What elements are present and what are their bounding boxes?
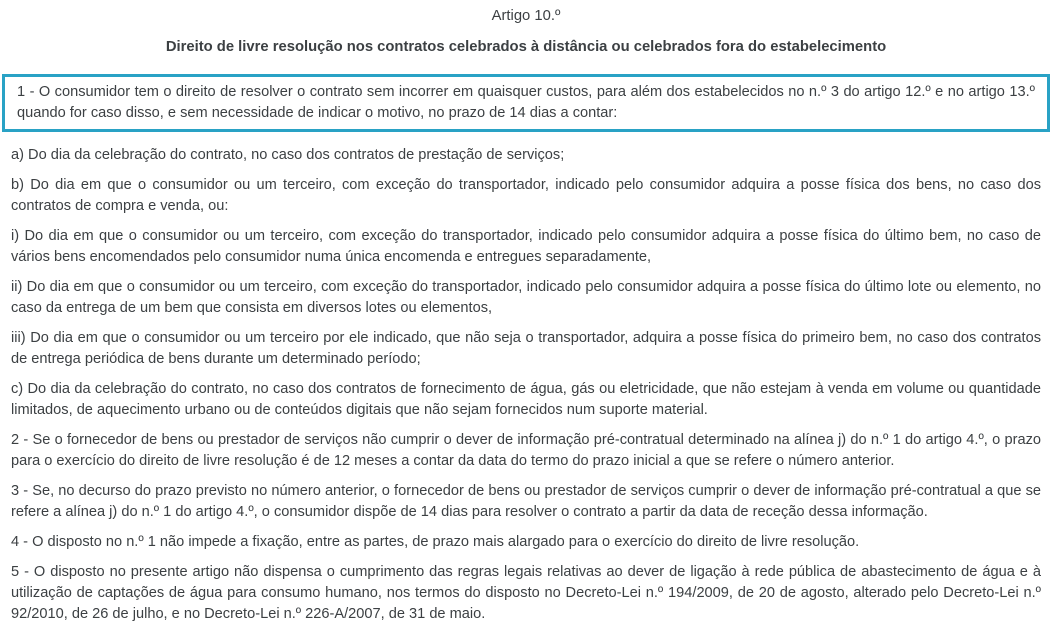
paragraph: ii) Do dia em que o consumidor ou um terceiro, com exceção do transportador, indicado pelo consumidor adquira a posse física do último lote ou elemento, no caso da entrega de um bem que consista em diversos lotes ou elementos,: [11, 279, 1041, 316]
paragraph: b) Do dia em que o consumidor ou um terceiro, com exceção do transportador, indicado pelo consumidor adquira a posse física dos bens, no caso dos contratos de compra e venda, ou:: [11, 177, 1041, 214]
article-title: Artigo 10.º: [491, 8, 561, 24]
paragraph: c) Do dia da celebração do contrato, no caso dos contratos de fornecimento de água, gás ou eletricidade, que não estejam à venda em volume ou quantidade limitados, de aquecimento urbano ou de conteúdos digitais que não sejam fornecidos num suporte material.: [11, 381, 1041, 418]
article-subtitle: Direito de livre resolução nos contratos celebrados à distância ou celebrados fora do estabelecimento: [165, 39, 887, 55]
highlighted-clause-text: 1 - O consumidor tem o direito de resolver o contrato sem incorrer em quaisquer custos, para além dos estabelecidos no n.º 3 do artigo 12.º e no artigo 13.º quando for caso disso, e sem necessidade de indicar o motivo, no prazo de 14 dias a contar:: [17, 84, 1035, 121]
paragraph: 3 - Se, no decurso do prazo previsto no número anterior, o fornecedor de bens ou prestador de serviços cumprir o dever de informação pré-contratual a que se refere a alínea j) do n.º 1 do artigo 4.º, o consumidor dispõe de 14 dias para resolver o contrato a partir da data de receção dessa informação.: [11, 483, 1041, 520]
paragraph: 2 - Se o fornecedor de bens ou prestador de serviços não cumprir o dever de informação pré-contratual determinado na alínea j) do n.º 1 do artigo 4.º, o prazo para o exercício do direito de livre resolução é de 12 meses a contar da data do termo do prazo inicial a que se refere o número anterior.: [11, 432, 1041, 469]
paragraph: i) Do dia em que o consumidor ou um terceiro, com exceção do transportador, indicado pelo consumidor adquira a posse física do último bem, no caso de vários bens encomendados pelo consumidor numa única encomenda e entregues separadamente,: [11, 228, 1041, 265]
paragraph: 5 - O disposto no presente artigo não dispensa o cumprimento das regras legais relativas ao dever de ligação à rede pública de abastecimento de água e à utilização de captações de água para consumo humano, nos termos do disposto no Decreto-Lei n.º 194/2009, de 20 de agosto, alterado pelo Decreto-Lei n.º 92/2010, de 26 de julho, e no Decreto-Lei n.º 226-A/2007, de 31 de maio.: [11, 564, 1041, 622]
highlighted-clause-box: [2, 74, 1050, 132]
paragraph: 4 - O disposto no n.º 1 não impede a fixação, entre as partes, de prazo mais alargado para o exercício do direito de livre resolução.: [11, 534, 860, 550]
paragraph: iii) Do dia em que o consumidor ou um terceiro por ele indicado, que não seja o transportador, adquira a posse física do primeiro bem, no caso dos contratos de entrega periódica de bens durante um determinado período;: [11, 330, 1041, 367]
article-body: [11, 145, 1041, 625]
paragraph: a) Do dia da celebração do contrato, no caso dos contratos de prestação de serviços;: [11, 147, 565, 163]
